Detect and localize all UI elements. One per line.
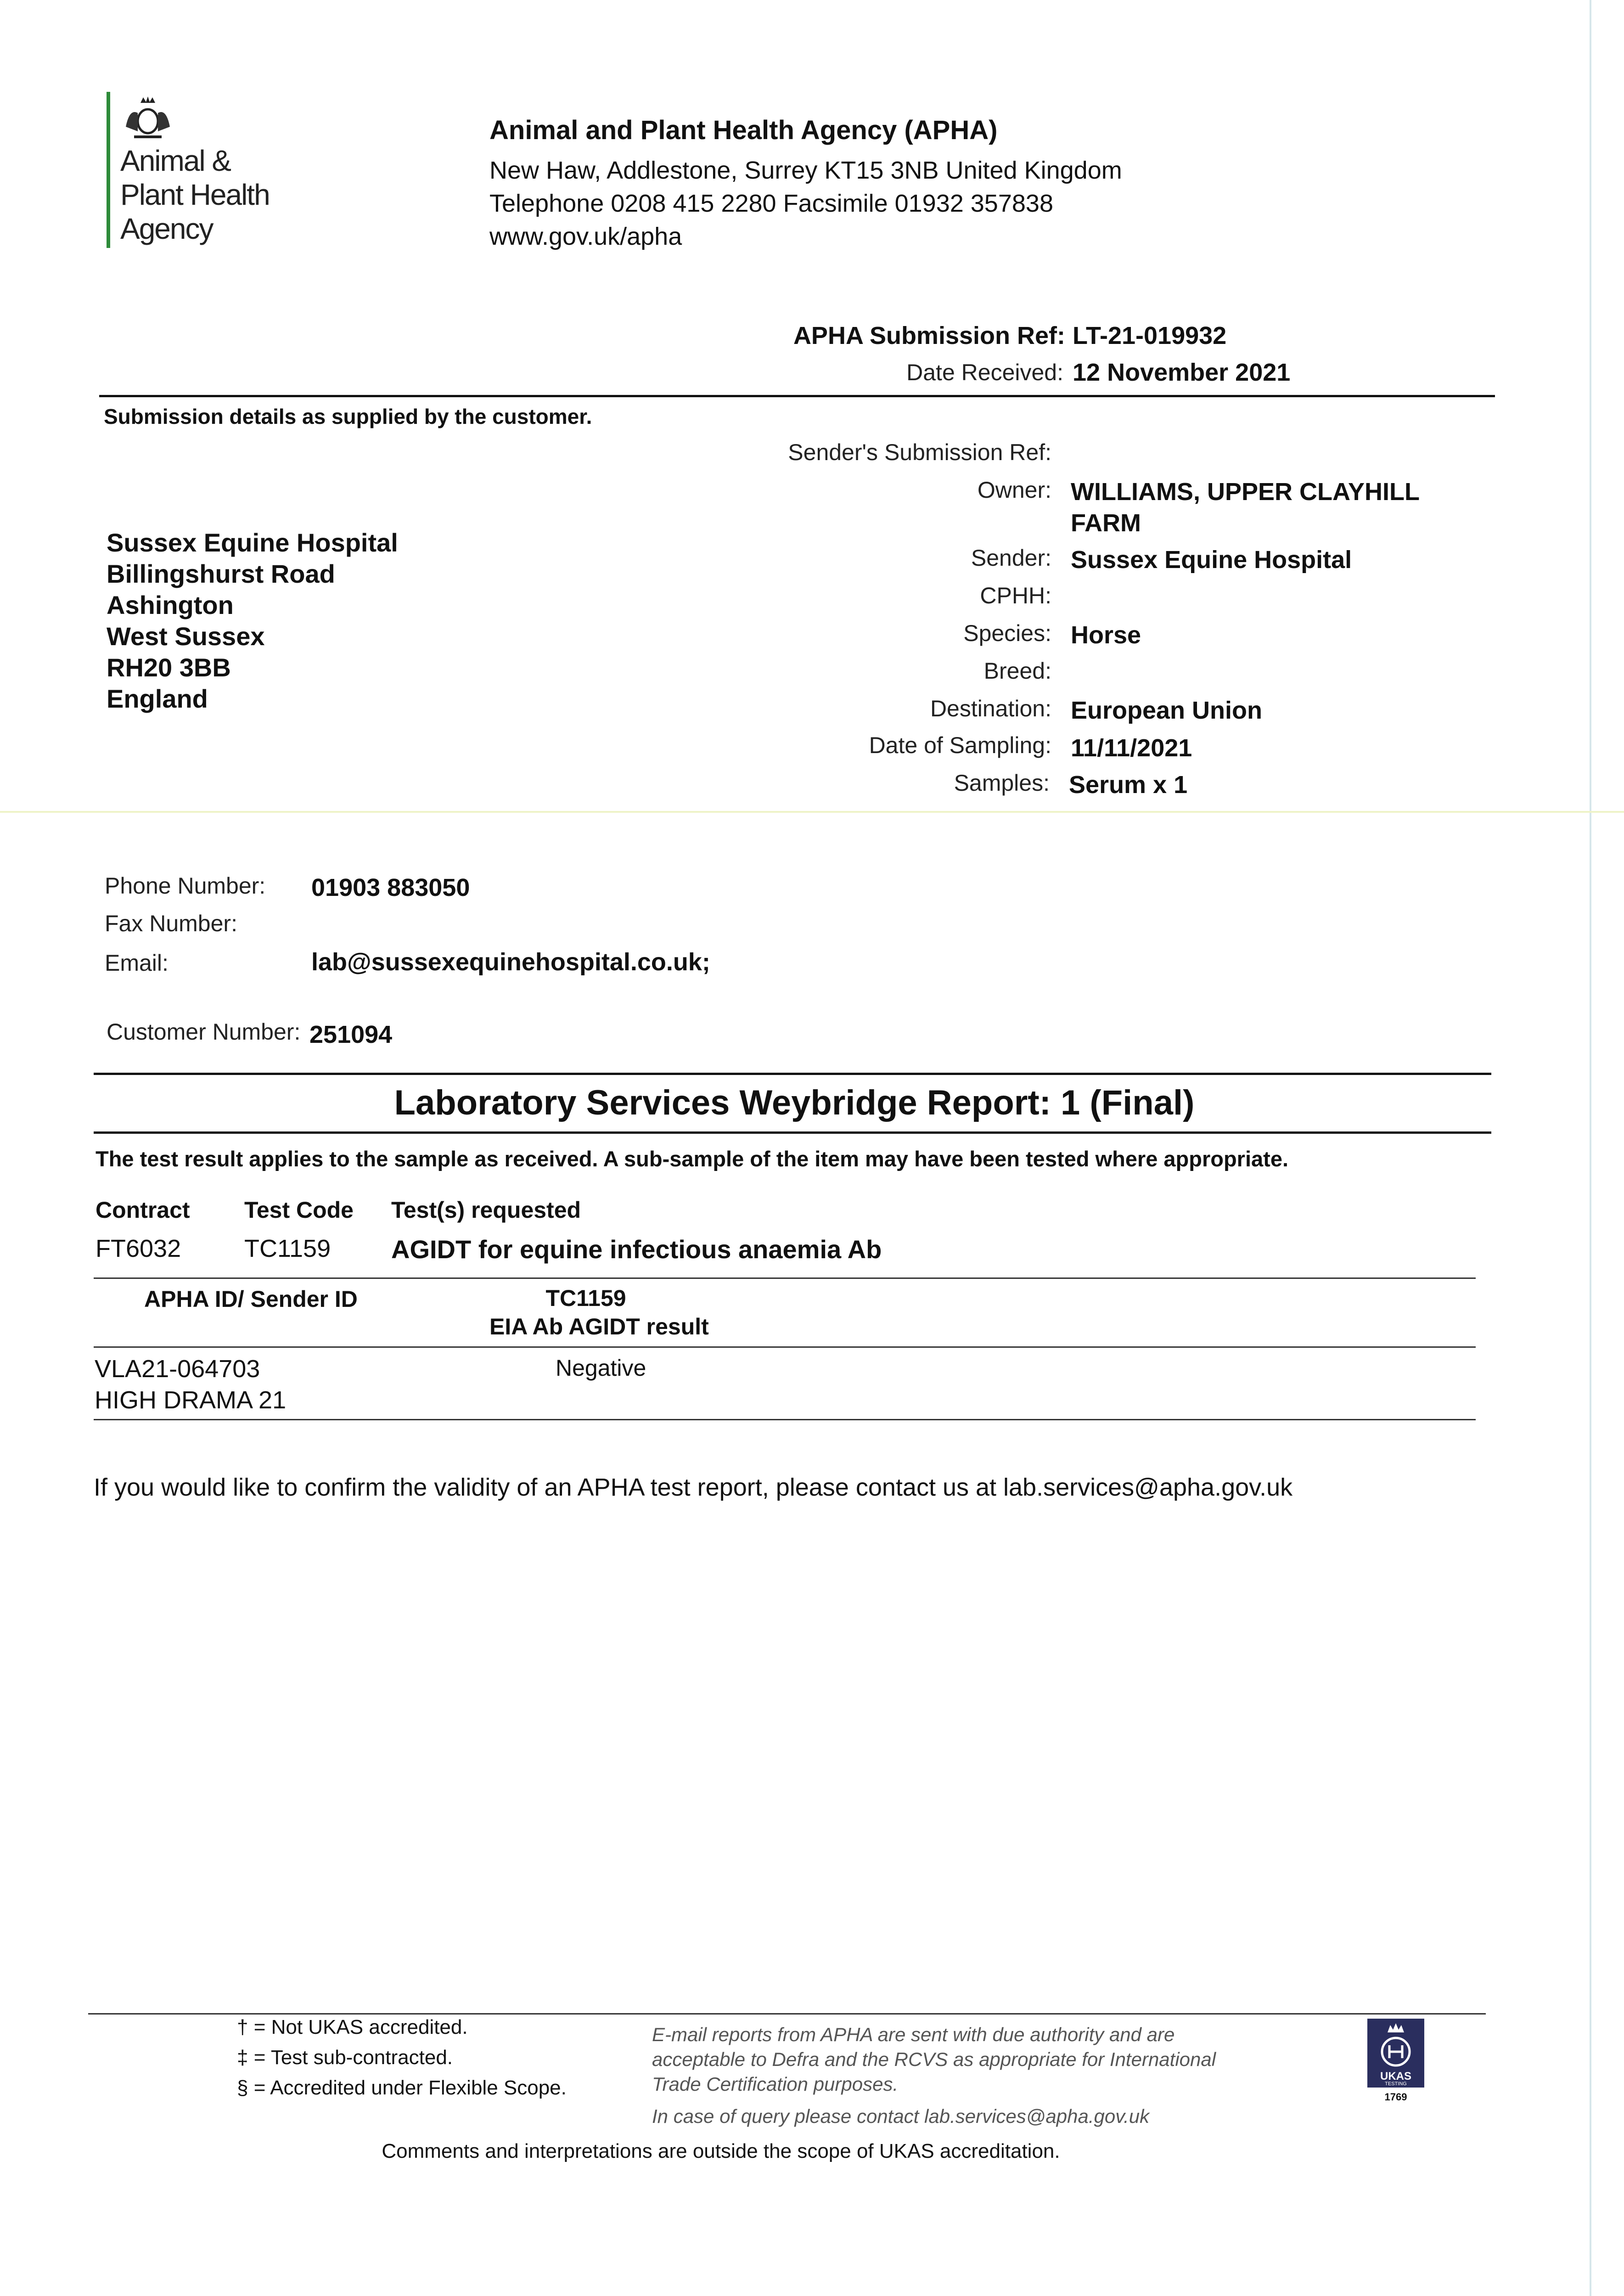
detail-value-destination: European Union xyxy=(1071,697,1262,724)
result-header-id: APHA ID/ Sender ID xyxy=(144,1286,358,1312)
divider-results-bottom xyxy=(94,1419,1476,1420)
address-line: RH20 3BB xyxy=(107,653,231,682)
footnote-not-accredited: † = Not UKAS accredited. xyxy=(237,2016,468,2038)
date-received-value: 12 November 2021 xyxy=(1073,359,1291,386)
logo-green-bar xyxy=(107,92,110,248)
ukas-mark xyxy=(1367,2019,1424,2105)
detail-label-sender-ref: Sender's Submission Ref: xyxy=(788,439,1051,465)
customer-note: Submission details as supplied by the customer. xyxy=(104,405,592,428)
customer-number-label: Customer Number: xyxy=(107,1019,301,1045)
report-title: Laboratory Services Weybridge Report: 1 (Final) xyxy=(394,1083,1195,1122)
query-note: In case of query please contact lab.services@apha.gov.uk xyxy=(652,2105,1150,2127)
email-note-line-2: acceptable to Defra and the RCVS as appropriate for International xyxy=(652,2048,1216,2070)
col-header-contract: Contract xyxy=(96,1197,190,1223)
validity-note: If you would like to confirm the validity of an APHA test report, please contact us at lab.services@apha.gov.uk xyxy=(94,1474,1293,1501)
divider-results-mid xyxy=(94,1346,1476,1348)
date-received-label: Date Received: xyxy=(906,360,1063,385)
address-line: Billingshurst Road xyxy=(107,559,335,588)
org-website: www.gov.uk/apha xyxy=(489,223,682,250)
detail-value-species: Horse xyxy=(1071,621,1141,649)
result-apha-id: VLA21-064703 xyxy=(95,1355,260,1383)
email-label: Email: xyxy=(105,950,169,976)
royal-crest-icon xyxy=(120,95,175,141)
org-phone-fax: Telephone 0208 415 2280 Facsimile 01932 357838 xyxy=(489,190,1053,217)
submission-ref-value: LT-21-019932 xyxy=(1073,322,1227,349)
divider-top xyxy=(99,395,1495,397)
detail-value-sender: Sussex Equine Hospital xyxy=(1071,546,1352,574)
logo-line-3: Agency xyxy=(120,212,213,245)
customer-address xyxy=(107,527,398,715)
address-line: West Sussex xyxy=(107,622,265,651)
scan-band xyxy=(0,811,1624,813)
ukas-number: 1769 xyxy=(1384,2091,1407,2103)
col-header-test-code: Test Code xyxy=(244,1197,354,1223)
phone-value: 01903 883050 xyxy=(311,874,470,901)
ukas-sub-label: TESTING xyxy=(1385,2081,1407,2087)
result-value: Negative xyxy=(556,1355,646,1381)
org-name: Animal and Plant Health Agency (APHA) xyxy=(489,115,998,145)
detail-value-samples: Serum x 1 xyxy=(1069,771,1188,799)
footnote-subcontracted: ‡ = Test sub-contracted. xyxy=(237,2046,453,2069)
fax-label: Fax Number: xyxy=(105,911,237,936)
logo-line-2: Plant Health xyxy=(120,178,270,211)
email-note-line-1: E-mail reports from APHA are sent with due authority and are xyxy=(652,2024,1175,2045)
divider-results-top xyxy=(94,1277,1476,1279)
submission-ref-label: APHA Submission Ref: xyxy=(793,322,1065,349)
address-line: England xyxy=(107,684,208,713)
detail-value-owner: WILLIAMS, UPPER CLAYHILL xyxy=(1071,478,1420,506)
phone-label: Phone Number: xyxy=(105,873,266,899)
divider-report-bottom xyxy=(94,1131,1491,1134)
contract-value: FT6032 xyxy=(96,1235,181,1262)
ukas-badge xyxy=(1367,2019,1424,2088)
detail-label-destination: Destination: xyxy=(930,696,1051,721)
report-note: The test result applies to the sample as received. A sub-sample of the item may have been tested where appropriate. xyxy=(96,1147,1289,1171)
detail-label-species: Species: xyxy=(963,620,1051,646)
footnote-flexible-scope: § = Accredited under Flexible Scope. xyxy=(237,2077,567,2099)
customer-number-value: 251094 xyxy=(309,1021,393,1048)
detail-value-sampling-date: 11/11/2021 xyxy=(1071,734,1192,762)
result-header-name: EIA Ab AGIDT result xyxy=(489,1314,709,1339)
ukas-comments-note: Comments and interpretations are outside the scope of UKAS accreditation. xyxy=(382,2140,1060,2162)
org-address: New Haw, Addlestone, Surrey KT15 3NB United Kingdom xyxy=(489,157,1122,184)
logo-line-1: Animal & xyxy=(120,144,231,177)
detail-label-breed: Breed: xyxy=(983,658,1051,684)
detail-label-samples: Samples: xyxy=(954,770,1050,796)
detail-label-cphh: CPHH: xyxy=(980,583,1051,608)
detail-value-owner-2: FARM xyxy=(1071,509,1141,537)
col-header-tests-requested: Test(s) requested xyxy=(391,1197,581,1223)
address-line: Ashington xyxy=(107,591,234,619)
email-note-line-3: Trade Certification purposes. xyxy=(652,2073,899,2095)
divider-footer xyxy=(88,2013,1486,2015)
apha-logo xyxy=(104,92,297,248)
ukas-label: UKAS xyxy=(1380,2070,1411,2082)
test-requested-value: AGIDT for equine infectious anaemia Ab xyxy=(391,1235,882,1264)
result-header-code: TC1159 xyxy=(545,1285,626,1311)
test-code-value: TC1159 xyxy=(244,1235,331,1262)
result-sender-id: HIGH DRAMA 21 xyxy=(95,1386,287,1414)
divider-report-top xyxy=(94,1073,1491,1075)
detail-label-sender: Sender: xyxy=(971,545,1051,571)
address-line: Sussex Equine Hospital xyxy=(107,528,398,557)
email-value: lab@sussexequinehospital.co.uk; xyxy=(311,948,710,976)
page-edge xyxy=(1590,0,1591,2296)
detail-label-owner: Owner: xyxy=(977,477,1051,503)
detail-label-sampling-date: Date of Sampling: xyxy=(869,732,1051,758)
